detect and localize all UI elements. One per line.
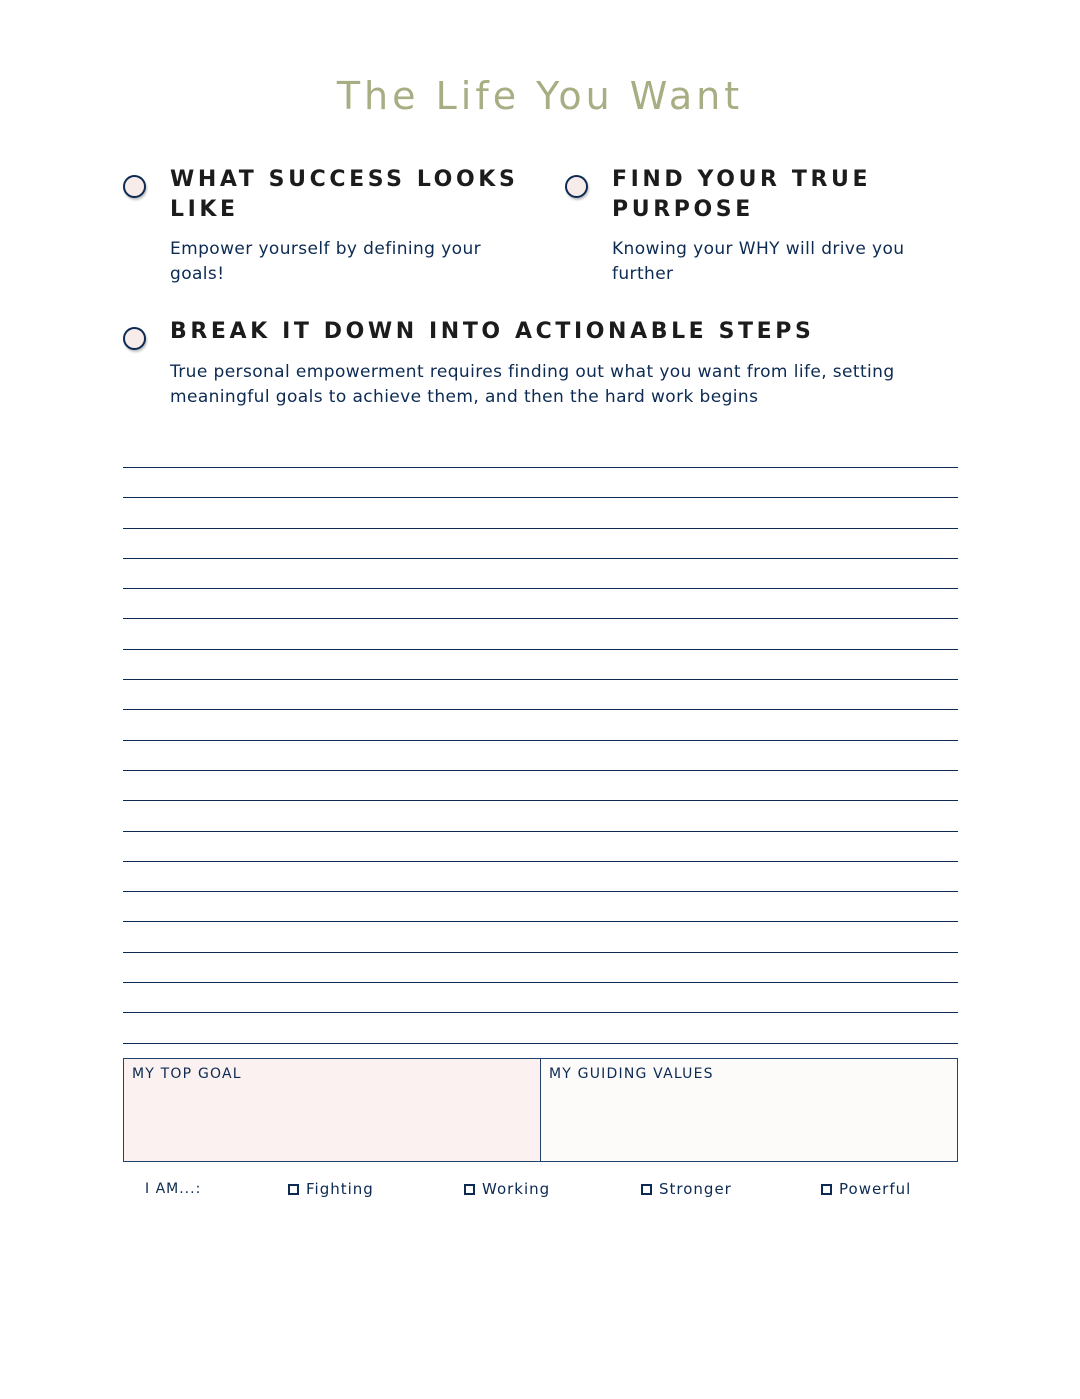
section-heading — [612, 165, 871, 225]
checkbox-icon[interactable] — [821, 1184, 832, 1195]
writing-line — [123, 528, 958, 529]
writing-line — [123, 891, 958, 892]
section-description — [612, 237, 904, 287]
option-stronger[interactable] — [641, 1180, 732, 1198]
writing-lines[interactable] — [123, 467, 958, 1073]
description-line: meaningful goals to achieve them, and then the hard work begins — [170, 387, 759, 407]
writing-line — [123, 467, 958, 468]
writing-line — [123, 861, 958, 862]
writing-line — [123, 982, 958, 983]
writing-line — [123, 618, 958, 619]
guiding-values-box[interactable] — [541, 1059, 957, 1161]
description-line: Knowing your WHY will drive you — [612, 239, 905, 259]
writing-line — [123, 709, 958, 710]
circle-bullet-icon — [123, 327, 146, 350]
writing-line — [123, 1012, 958, 1013]
option-working[interactable] — [464, 1180, 550, 1198]
page-title: The Life You Want — [336, 74, 744, 118]
option-label: Powerful — [839, 1180, 912, 1198]
section-description — [170, 237, 481, 287]
heading-line: PURPOSE — [612, 197, 754, 222]
writing-line — [123, 558, 958, 559]
writing-line — [123, 740, 958, 741]
section-heading — [170, 317, 814, 347]
option-label: Fighting — [306, 1180, 374, 1198]
circle-bullet-icon — [123, 175, 146, 198]
writing-line — [123, 679, 958, 680]
writing-line — [123, 921, 958, 922]
description-line: goals! — [170, 264, 225, 284]
checkbox-icon[interactable] — [641, 1184, 652, 1195]
description-line: Empower yourself by defining your — [170, 239, 482, 259]
option-label: Working — [482, 1180, 551, 1198]
heading-line: LIKE — [170, 197, 239, 222]
heading-line: FIND YOUR TRUE — [612, 167, 872, 192]
writing-line — [123, 649, 958, 650]
option-label: Stronger — [659, 1180, 732, 1198]
option-fighting[interactable] — [288, 1180, 374, 1198]
writing-line — [123, 800, 958, 801]
writing-line — [123, 831, 958, 832]
guiding-values-label: MY GUIDING VALUES — [549, 1066, 714, 1082]
section-description — [170, 360, 895, 410]
circle-bullet-icon — [565, 175, 588, 198]
writing-line — [123, 497, 958, 498]
heading-line: WHAT SUCCESS LOOKS — [170, 167, 519, 192]
description-line: further — [612, 264, 674, 284]
i-am-row — [0, 1180, 1080, 1202]
top-goal-label: MY TOP GOAL — [132, 1066, 242, 1082]
checkbox-icon[interactable] — [464, 1184, 475, 1195]
writing-line — [123, 588, 958, 589]
option-powerful[interactable] — [821, 1180, 911, 1198]
section-heading — [170, 165, 518, 225]
writing-line — [123, 952, 958, 953]
top-goal-box[interactable] — [124, 1059, 541, 1161]
writing-line — [123, 770, 958, 771]
goal-values-boxes — [123, 1058, 958, 1162]
checkbox-icon[interactable] — [288, 1184, 299, 1195]
writing-line — [123, 1043, 958, 1044]
i-am-label: I AM...: — [145, 1181, 202, 1197]
heading-line: BREAK IT DOWN INTO ACTIONABLE STEPS — [170, 319, 815, 344]
description-line: True personal empowerment requires finding out what you want from life, setting — [170, 362, 895, 382]
